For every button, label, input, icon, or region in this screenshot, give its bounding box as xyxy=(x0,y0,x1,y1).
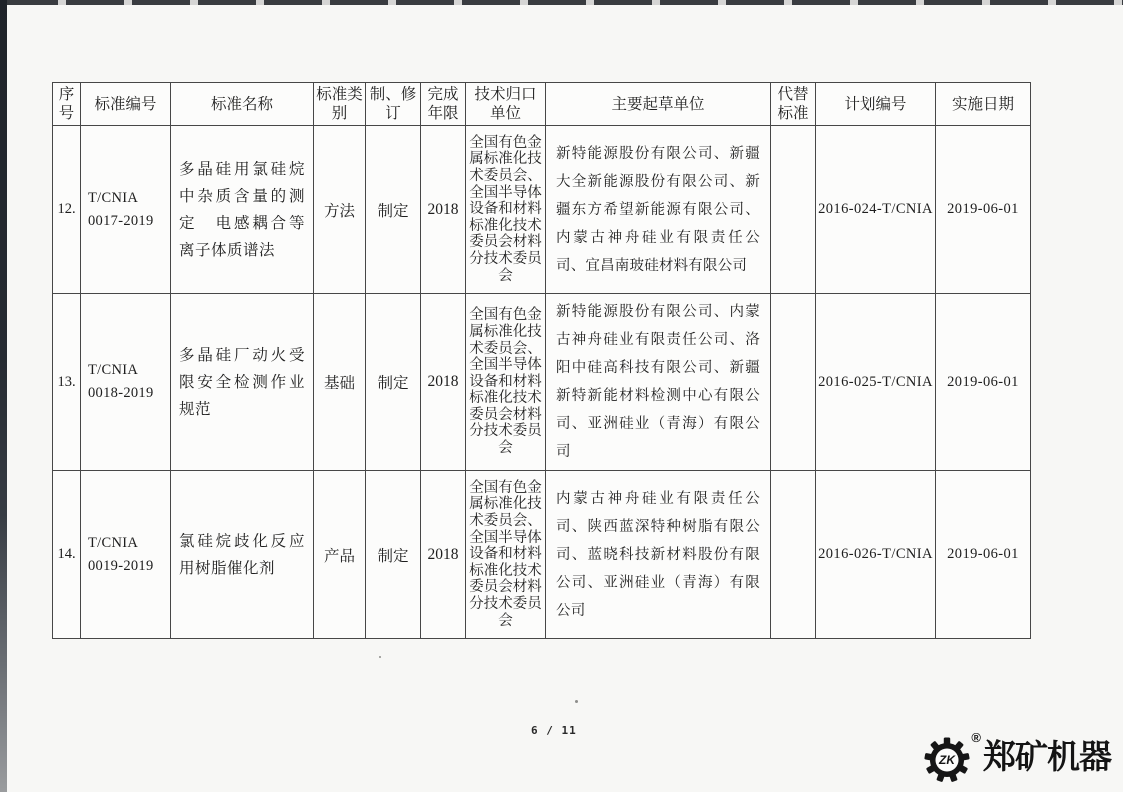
cell-implementation-date: 2019-06-01 xyxy=(936,294,1031,471)
column-header-implementation-date: 实施日期 xyxy=(936,83,1031,126)
cell-standard-no: T/CNIA 0017-2019 xyxy=(81,126,171,294)
cell-drafting-units: 内蒙古神舟硅业有限责任公司、陕西蓝深特种树脂有限公司、蓝晓科技新材料股份有限公司、亚洲硅业（青海）有限公司 xyxy=(546,471,771,639)
column-header-category: 标准类别 xyxy=(314,83,366,126)
cell-completion-year: 2018 xyxy=(421,126,466,294)
cell-revision-type: 制定 xyxy=(366,126,421,294)
table-header-row xyxy=(53,83,1031,126)
zk-gear-letters: ZK xyxy=(939,753,956,768)
cell-plan-no: 2016-025-T/CNIA xyxy=(816,294,936,471)
cell-category: 基础 xyxy=(314,294,366,471)
cell-category: 产品 xyxy=(314,471,366,639)
cell-completion-year: 2018 xyxy=(421,471,466,639)
cell-seq: 13. xyxy=(53,294,81,471)
column-header-revision-type: 制、修订 xyxy=(366,83,421,126)
table-row xyxy=(53,126,1031,294)
cell-completion-year: 2018 xyxy=(421,294,466,471)
column-header-plan-no: 计划编号 xyxy=(816,83,936,126)
column-header-completion-year: 完成年限 xyxy=(421,83,466,126)
cell-implementation-date: 2019-06-01 xyxy=(936,471,1031,639)
cell-standard-no: T/CNIA 0019-2019 xyxy=(81,471,171,639)
company-name: 郑矿机器 xyxy=(983,738,1111,775)
cell-revision-type: 制定 xyxy=(366,471,421,639)
cell-technical-unit: 全国有色金属标准化技术委员会、全国半导体设备和材料标准化技术委员会材料分技术委员会 xyxy=(466,126,546,294)
standards-table xyxy=(52,82,1031,639)
table-row xyxy=(53,294,1031,471)
scan-speck xyxy=(379,656,381,658)
cell-seq: 14. xyxy=(53,471,81,639)
column-header-replaced-standard: 代替标准 xyxy=(771,83,816,126)
cell-standard-name: 氯硅烷歧化反应用树脂催化剂 xyxy=(171,471,314,639)
page-number: 6 / 11 xyxy=(531,724,577,737)
cell-category: 方法 xyxy=(314,126,366,294)
column-header-technical-unit: 技术归口单位 xyxy=(466,83,546,126)
cell-implementation-date: 2019-06-01 xyxy=(936,126,1031,294)
cell-replaced-standard xyxy=(771,126,816,294)
cell-replaced-standard xyxy=(771,471,816,639)
cell-revision-type: 制定 xyxy=(366,294,421,471)
registered-trademark-mark: ® xyxy=(971,730,981,745)
cell-technical-unit: 全国有色金属标准化技术委员会、全国半导体设备和材料标准化技术委员会材料分技术委员会 xyxy=(466,294,546,471)
company-logo xyxy=(924,728,1111,786)
cell-drafting-units: 新特能源股份有限公司、内蒙古神舟硅业有限责任公司、洛阳中硅高科技有限公司、新疆新特新能材料检测中心有限公司、亚洲硅业（青海）有限公司 xyxy=(546,294,771,471)
cell-standard-name: 多晶硅用氯硅烷中杂质含量的测定 电感耦合等离子体质谱法 xyxy=(171,126,314,294)
zk-gear-icon xyxy=(924,737,970,783)
table-row xyxy=(53,471,1031,639)
cell-seq: 12. xyxy=(53,126,81,294)
cell-drafting-units: 新特能源股份有限公司、新疆大全新能源股份有限公司、新疆东方希望新能源有限公司、内蒙古神舟硅业有限责任公司、宜昌南玻硅材料有限公司 xyxy=(546,126,771,294)
scan-speck xyxy=(575,700,578,703)
cell-standard-no: T/CNIA 0018-2019 xyxy=(81,294,171,471)
cell-standard-name: 多晶硅厂动火受限安全检测作业规范 xyxy=(171,294,314,471)
column-header-standard-name: 标准名称 xyxy=(171,83,314,126)
column-header-standard-no: 标准编号 xyxy=(81,83,171,126)
column-header-drafting-units: 主要起草单位 xyxy=(546,83,771,126)
cell-plan-no: 2016-024-T/CNIA xyxy=(816,126,936,294)
column-header-seq: 序号 xyxy=(53,83,81,126)
cell-replaced-standard xyxy=(771,294,816,471)
scan-artifact-top-edge xyxy=(0,0,1123,5)
cell-plan-no: 2016-026-T/CNIA xyxy=(816,471,936,639)
scan-artifact-left-edge xyxy=(0,0,7,792)
cell-technical-unit: 全国有色金属标准化技术委员会、全国半导体设备和材料标准化技术委员会材料分技术委员会 xyxy=(466,471,546,639)
